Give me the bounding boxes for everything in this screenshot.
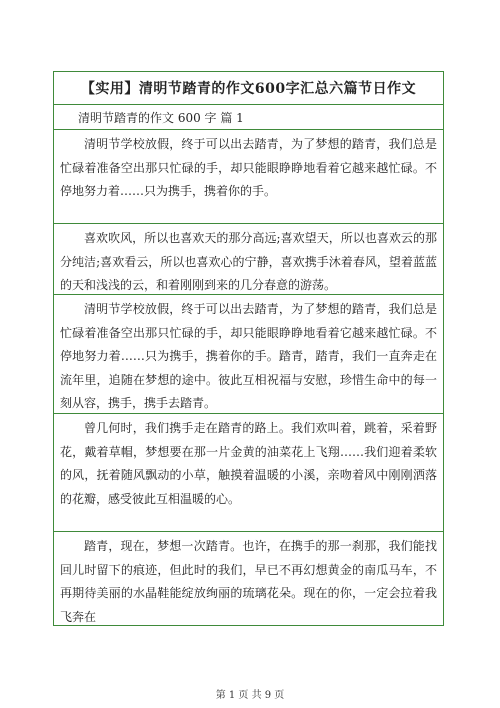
- paragraph-3: 清明节学校放假，终于可以出去踏青，为了梦想的踏青，我们总是忙碌着准备空出那只忙碌的手，却只能眼睁睁地看着它越来越忙碌。不停地努力着……只为携手，携着你的手。踏青，踏青，我们一直奔走在流年里，追随在梦想的途中。彼此互相祝福与安慰，珍惜生命中的每一刻从容，携手，携手去踏青。: [54, 294, 443, 413]
- section-heading: 清明节踏青的作文 600 字 篇 1: [54, 104, 443, 129]
- paragraph-5: 踏青，现在，梦想一次踏青。也许，在携手的那一刹那，我们能找回儿时留下的痕迹，但此时的我们，早已不再幻想黄金的南瓜马车，不再期待美丽的水晶鞋能绽放绚丽的琉璃花朵。现在的你，一定会拉着我飞奔在: [54, 531, 443, 625]
- paragraph-1: 清明节学校放假，终于可以出去踏青，为了梦想的踏青，我们总是忙碌着准备空出那只忙碌的手，却只能眼睁睁地看着它越来越忙碌。不停地努力着……只为携手，携着你的手。: [54, 129, 443, 223]
- paragraph-2: 喜欢吹风，所以也喜欢天的那分高远;喜欢望天，所以也喜欢云的那分纯洁;喜欢看云，所以也喜欢心的宁静，喜欢携手沐着春风，望着蓝蓝的天和浅浅的云，和着刚刚到来的几分春意的游荡。: [54, 223, 443, 294]
- document-title: 【实用】清明节踏青的作文600字汇总六篇节日作文: [80, 81, 417, 97]
- page-number: 第 1 页 共 9 页: [215, 690, 285, 701]
- paragraph-4: 曾几何时，我们携手走在踏青的路上。我们欢叫着，跳着，采着野花，戴着草帽，梦想要在那一片金黄的油菜花上飞翔……我们迎着柔软的风，抚着随风飘动的小草，触摸着温暖的小溪，亲吻着风中刚刚洒落的花瓣，感受彼此互相温暖的心。: [54, 413, 443, 531]
- document-table: [53, 71, 444, 626]
